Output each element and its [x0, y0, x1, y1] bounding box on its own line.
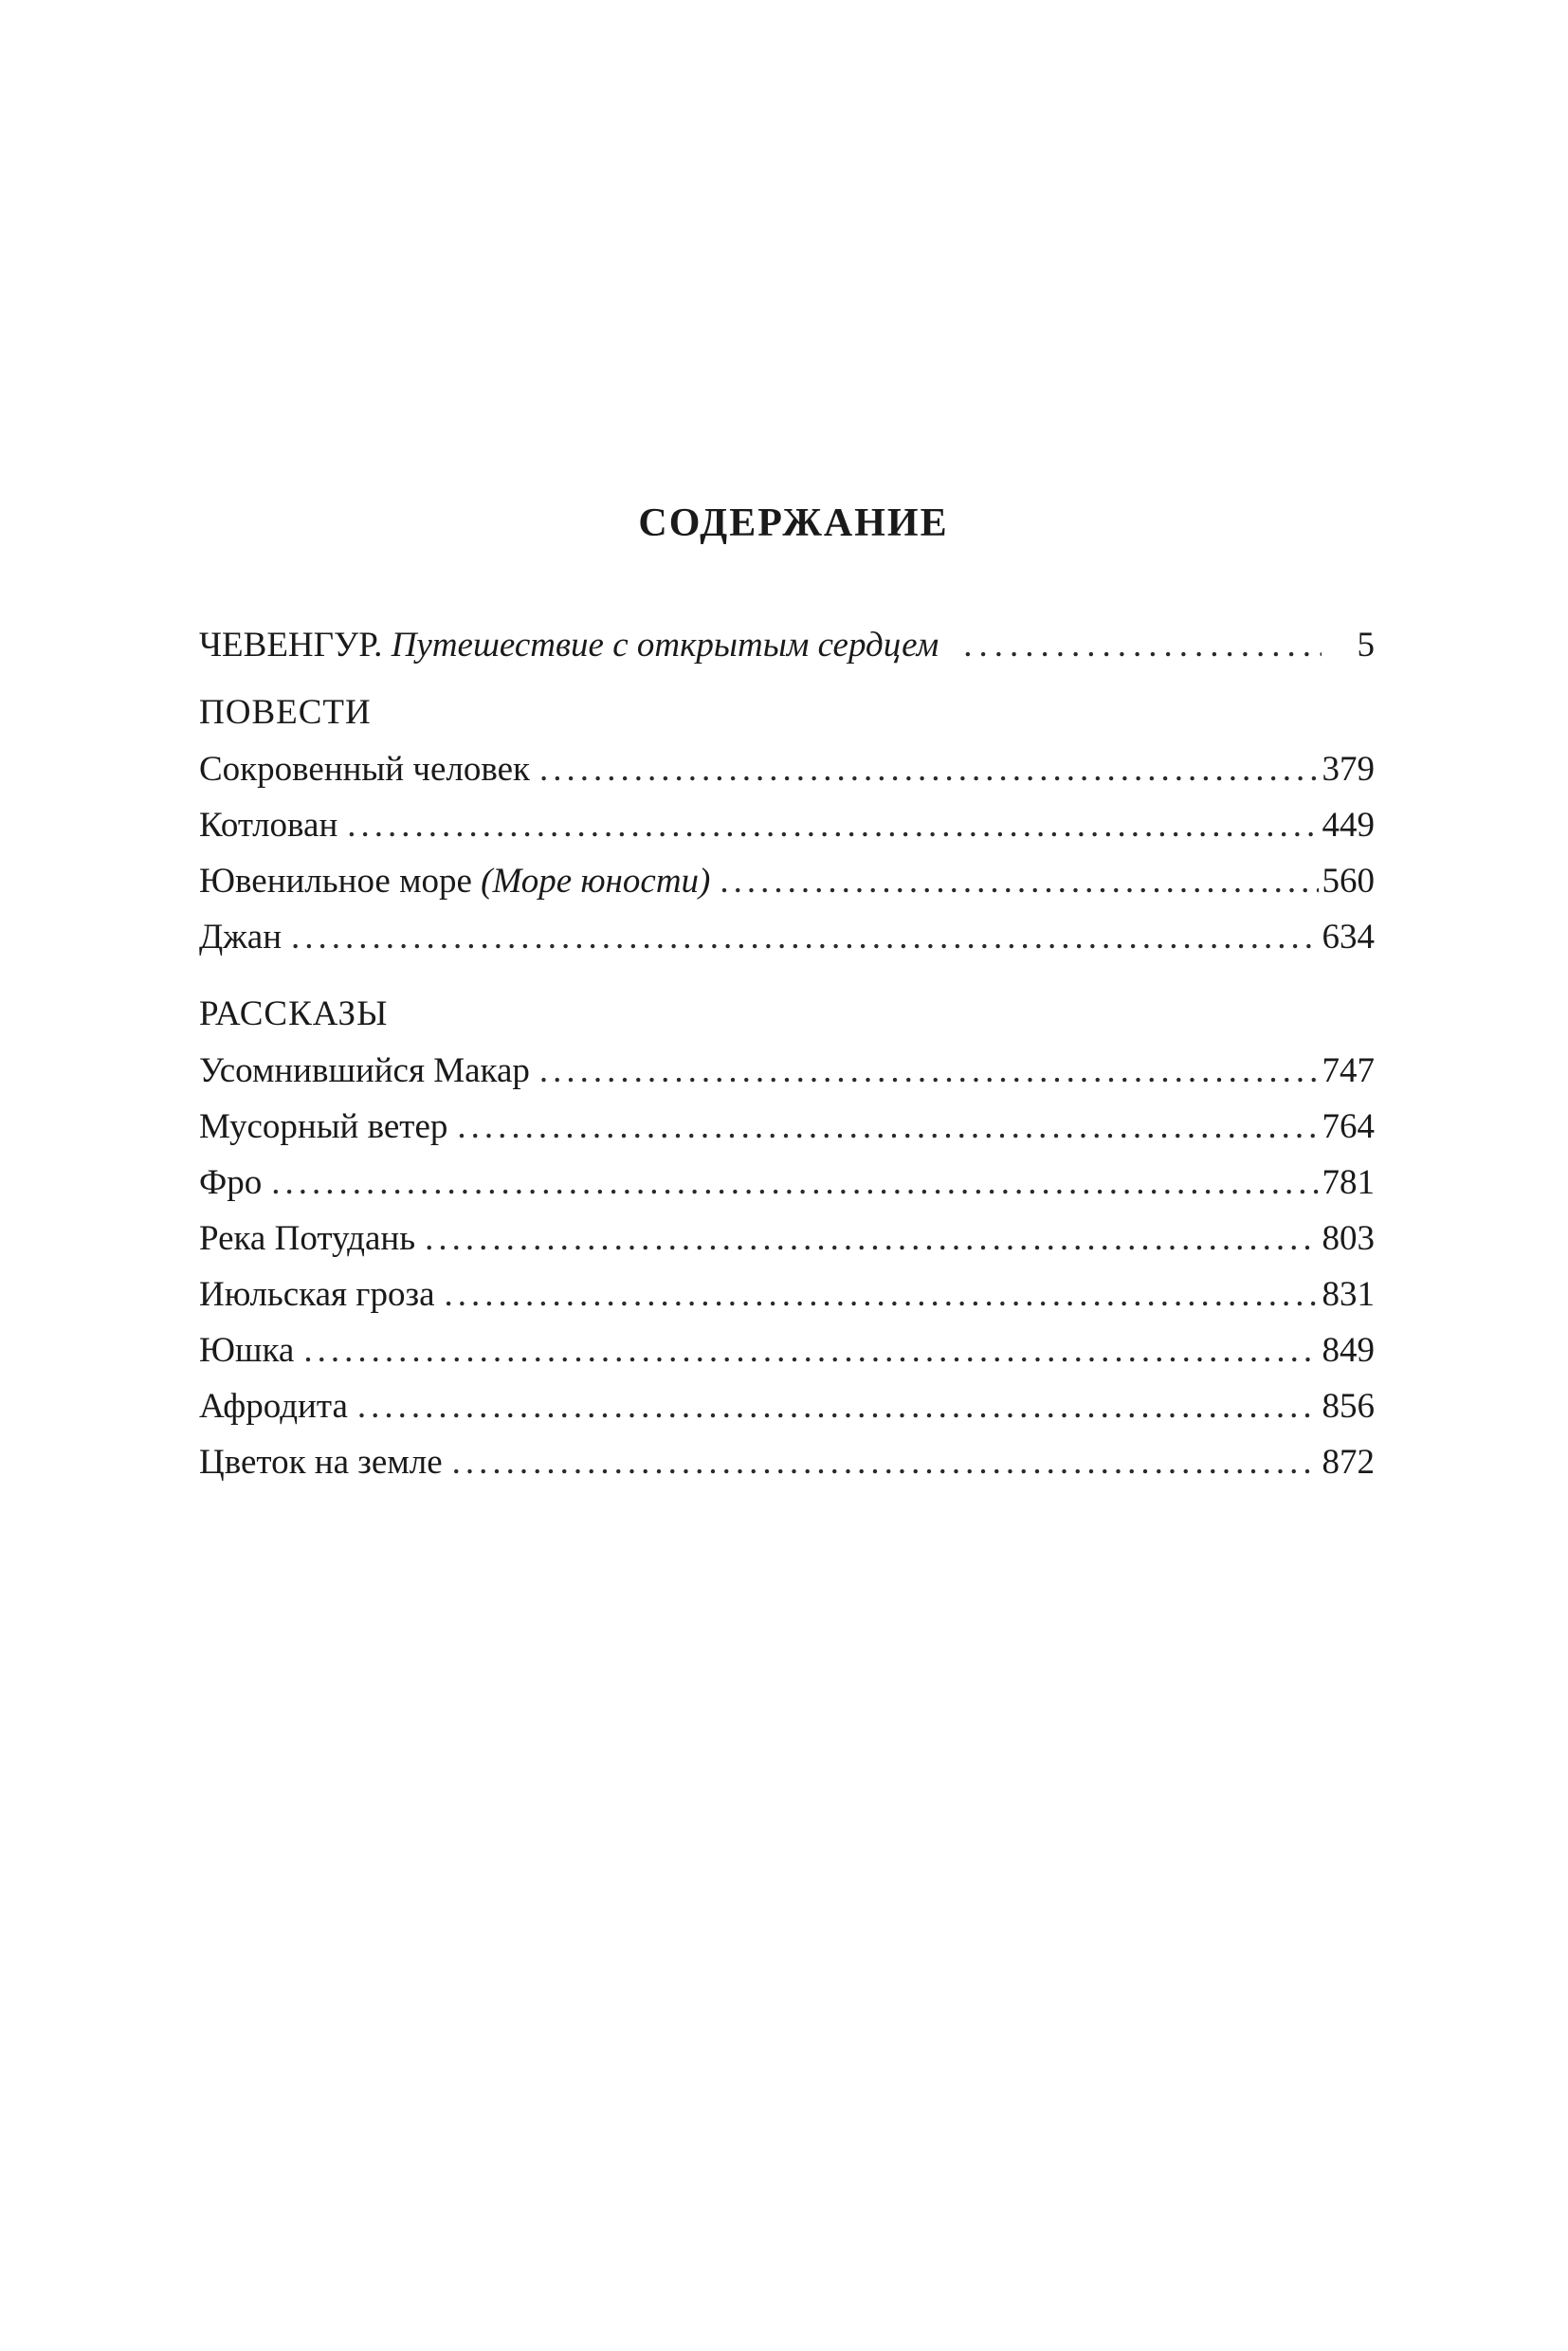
toc-entry-title: Афродита: [199, 1387, 348, 1426]
toc-entry[interactable]: [199, 1211, 1375, 1267]
toc-entry[interactable]: [199, 1378, 1375, 1434]
dot-leader: [425, 1211, 1318, 1267]
toc-entry[interactable]: [199, 741, 1375, 797]
toc-entry-page: 781: [1322, 1163, 1375, 1202]
dot-leader: [720, 853, 1318, 909]
toc-entry-page: 379: [1322, 750, 1375, 789]
dot-leader: [457, 1099, 1318, 1155]
dot-leader: [271, 1155, 1318, 1211]
toc-entry-page: 449: [1322, 806, 1375, 845]
toc-entry-title: Котлован: [199, 806, 338, 845]
dot-leader: [445, 1267, 1319, 1322]
dot-leader: [539, 741, 1319, 797]
toc-entry-subtitle: Путешествие с открытым сердцем: [391, 626, 939, 665]
page-title: СОДЕРЖАНИЕ: [638, 501, 949, 545]
toc-entry-title: Мусорный ветер: [199, 1107, 448, 1146]
dot-leader: [303, 1322, 1318, 1378]
toc-entry[interactable]: [199, 909, 1375, 965]
toc-entry-page: 831: [1322, 1275, 1375, 1314]
toc-entry-title: Цветок на земле: [199, 1443, 443, 1482]
toc-entry-title: ЧЕВЕНГУР.: [199, 626, 383, 665]
toc-entry[interactable]: [199, 853, 1375, 909]
section-heading-rasskazy: РАССКАЗЫ: [199, 994, 389, 1033]
toc-entry-page: 849: [1322, 1331, 1375, 1370]
toc-entry-page: 872: [1322, 1443, 1375, 1482]
dot-leader: [539, 1043, 1319, 1099]
dot-leader: [291, 909, 1318, 965]
toc-entry[interactable]: [199, 1043, 1375, 1099]
toc-entry-title: Река Потудань: [199, 1219, 416, 1258]
dot-leader: [963, 616, 1321, 675]
toc-entry-page: 764: [1322, 1107, 1375, 1146]
table-of-contents: [199, 616, 1375, 1490]
toc-entry[interactable]: [199, 1267, 1375, 1322]
toc-entry-page: 560: [1322, 862, 1375, 901]
toc-entry-title: Ювенильное море: [199, 862, 472, 901]
toc-entry-title: Джан: [199, 918, 283, 957]
toc-entry[interactable]: [199, 1434, 1375, 1490]
toc-entry[interactable]: [199, 1155, 1375, 1211]
toc-entry[interactable]: [199, 1099, 1375, 1155]
toc-entry-label: [199, 616, 939, 675]
toc-entry-subtitle: (Море юности): [481, 862, 711, 901]
toc-entry-title: Фро: [199, 1163, 263, 1202]
toc-entry-label: [199, 853, 710, 909]
toc-entry-title: Юшка: [199, 1331, 295, 1370]
toc-entry-title: Сокровенный человек: [199, 750, 530, 789]
section-heading-povesti: ПОВЕСТИ: [199, 693, 372, 732]
toc-entry-chevengur[interactable]: [199, 616, 1375, 675]
dot-leader: [347, 797, 1318, 853]
toc-entry[interactable]: [199, 797, 1375, 853]
toc-entry-page: 856: [1322, 1387, 1375, 1426]
toc-entry-page: 5: [1357, 626, 1375, 665]
toc-entry-page: 634: [1322, 918, 1375, 957]
toc-entry-page: 803: [1322, 1219, 1375, 1258]
toc-entry-title: Усомнившийся Макар: [199, 1051, 530, 1090]
toc-entry-page: 747: [1322, 1051, 1375, 1090]
toc-entry[interactable]: [199, 1322, 1375, 1378]
dot-leader: [357, 1378, 1319, 1434]
dot-leader: [452, 1434, 1319, 1490]
toc-entry-title: Июльская гроза: [199, 1275, 435, 1314]
